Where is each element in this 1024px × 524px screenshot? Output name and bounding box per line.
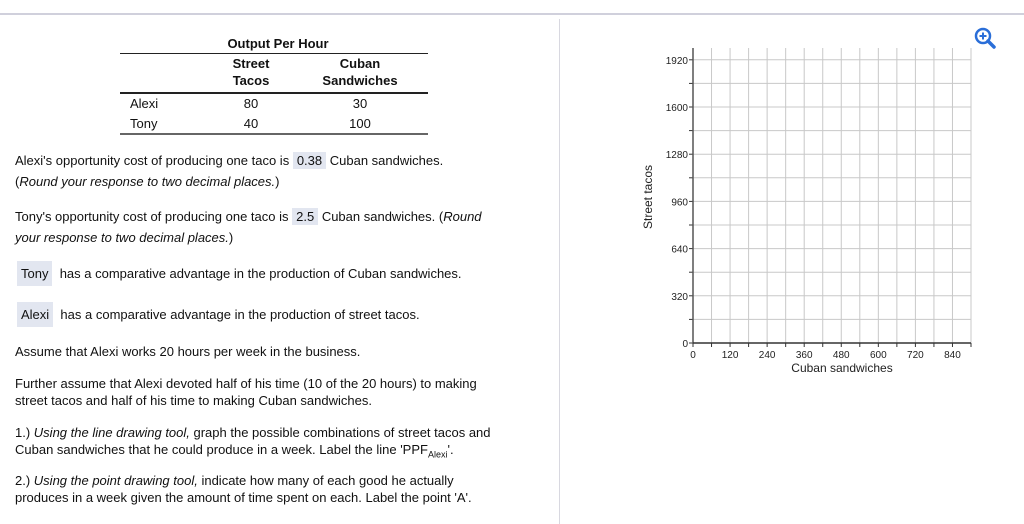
- note-text: Round your response to two decimal places.: [19, 174, 276, 189]
- x-tick-label: 720: [907, 350, 924, 361]
- rounding-note: (Round your response to two decimal places.): [15, 174, 280, 189]
- x-tick-label: 840: [944, 350, 961, 361]
- instruction-tool: Using the point drawing tool,: [33, 473, 198, 488]
- ppf-graph[interactable]: [630, 40, 990, 385]
- y-tick-label: 1600: [665, 103, 688, 114]
- col-header-tacos-1: Street: [232, 56, 270, 71]
- table-rule: [120, 53, 428, 54]
- y-tick-label: 1280: [665, 150, 688, 162]
- instruction-text: Cuban sandwiches that he could produce in a week. Label the line 'PPF: [15, 442, 428, 457]
- assumption-text: Assume that Alexi works 20 hours per week in the business.: [15, 344, 361, 359]
- question-text: Tony's opportunity cost of producing one taco is: [15, 209, 289, 224]
- cell-tacos: 80: [243, 96, 259, 111]
- question-text: Cuban sandwiches. (: [321, 209, 444, 224]
- answer-field-sandwiches[interactable]: Tony: [17, 261, 52, 286]
- question-text: has a comparative advantage in the production of Cuban sandwiches.: [59, 266, 462, 281]
- instruction-2: [15, 472, 454, 489]
- top-toolbar: [0, 0, 1024, 15]
- instruction-2-line2: produces in a week given the amount of time spent on each. Label the point 'A'.: [15, 490, 472, 505]
- x-axis-label: Cuban sandwiches: [791, 361, 893, 375]
- question-tony-cost: [15, 208, 482, 225]
- cell-tacos: 40: [243, 116, 259, 131]
- instruction-1-line2: [15, 441, 454, 464]
- question-text: Alexi's opportunity cost of producing one taco is: [15, 153, 290, 168]
- subscript: Alexi: [427, 449, 448, 460]
- y-tick-label: 0: [682, 339, 688, 350]
- assumption-text: Further assume that Alexi devoted half of his time (10 of the 20 hours) to making: [15, 376, 477, 391]
- x-tick-label: 480: [832, 350, 850, 361]
- table-title: Output Per Hour: [227, 36, 329, 51]
- y-tick-label: 640: [671, 244, 688, 256]
- instruction-1: [15, 424, 491, 441]
- cell-sandwiches: 30: [352, 96, 368, 111]
- question-alexi-cost: [15, 152, 443, 169]
- instruction-tool: Using the line drawing tool,: [33, 425, 190, 440]
- x-tick-label: 600: [869, 350, 887, 361]
- y-axis-label: Street tacos: [641, 164, 655, 230]
- x-tick-label: 360: [795, 350, 813, 361]
- y-tick-label: 960: [671, 197, 688, 209]
- rounding-note: your response to two decimal places.): [15, 230, 234, 245]
- col-header-sandwiches-1: Cuban: [339, 56, 381, 71]
- answer-field-tacos[interactable]: Alexi: [17, 302, 53, 327]
- instruction-number: 2.): [15, 473, 34, 488]
- question-text: Cuban sandwiches.: [329, 153, 444, 168]
- y-tick-label: 1920: [665, 55, 688, 67]
- instruction-text: indicate how many of each good he actually: [197, 473, 454, 488]
- note-text: your response to two decimal places.: [15, 230, 229, 245]
- row-name: Tony: [130, 116, 158, 131]
- x-tick-label: 0: [690, 350, 696, 361]
- instruction-number: 1.): [15, 425, 34, 440]
- instruction-text: '.: [447, 442, 454, 457]
- answer-field-alexi-cost[interactable]: 0.38: [293, 152, 326, 169]
- y-tick-label: 320: [671, 291, 688, 303]
- col-header-tacos-2: Tacos: [232, 73, 270, 88]
- note-text: Round: [443, 209, 482, 224]
- question-text: has a comparative advantage in the production of street tacos.: [60, 307, 420, 322]
- assumption-text: street tacos and half of his time to making Cuban sandwiches.: [15, 393, 372, 408]
- x-tick-label: 240: [758, 350, 776, 361]
- question-advantage-sandwiches: [17, 261, 462, 287]
- instruction-text: graph the possible combinations of street tacos and: [189, 425, 491, 440]
- table-rule: [120, 92, 428, 94]
- col-header-sandwiches-2: Sandwiches: [322, 73, 398, 88]
- cell-sandwiches: 100: [349, 116, 371, 131]
- pane-divider: [559, 19, 560, 524]
- row-name: Alexi: [130, 96, 159, 111]
- table-rule: [120, 133, 428, 135]
- question-advantage-tacos: [17, 302, 420, 328]
- x-tick-label: 120: [721, 350, 739, 361]
- answer-field-tony-cost[interactable]: 2.5: [292, 208, 318, 225]
